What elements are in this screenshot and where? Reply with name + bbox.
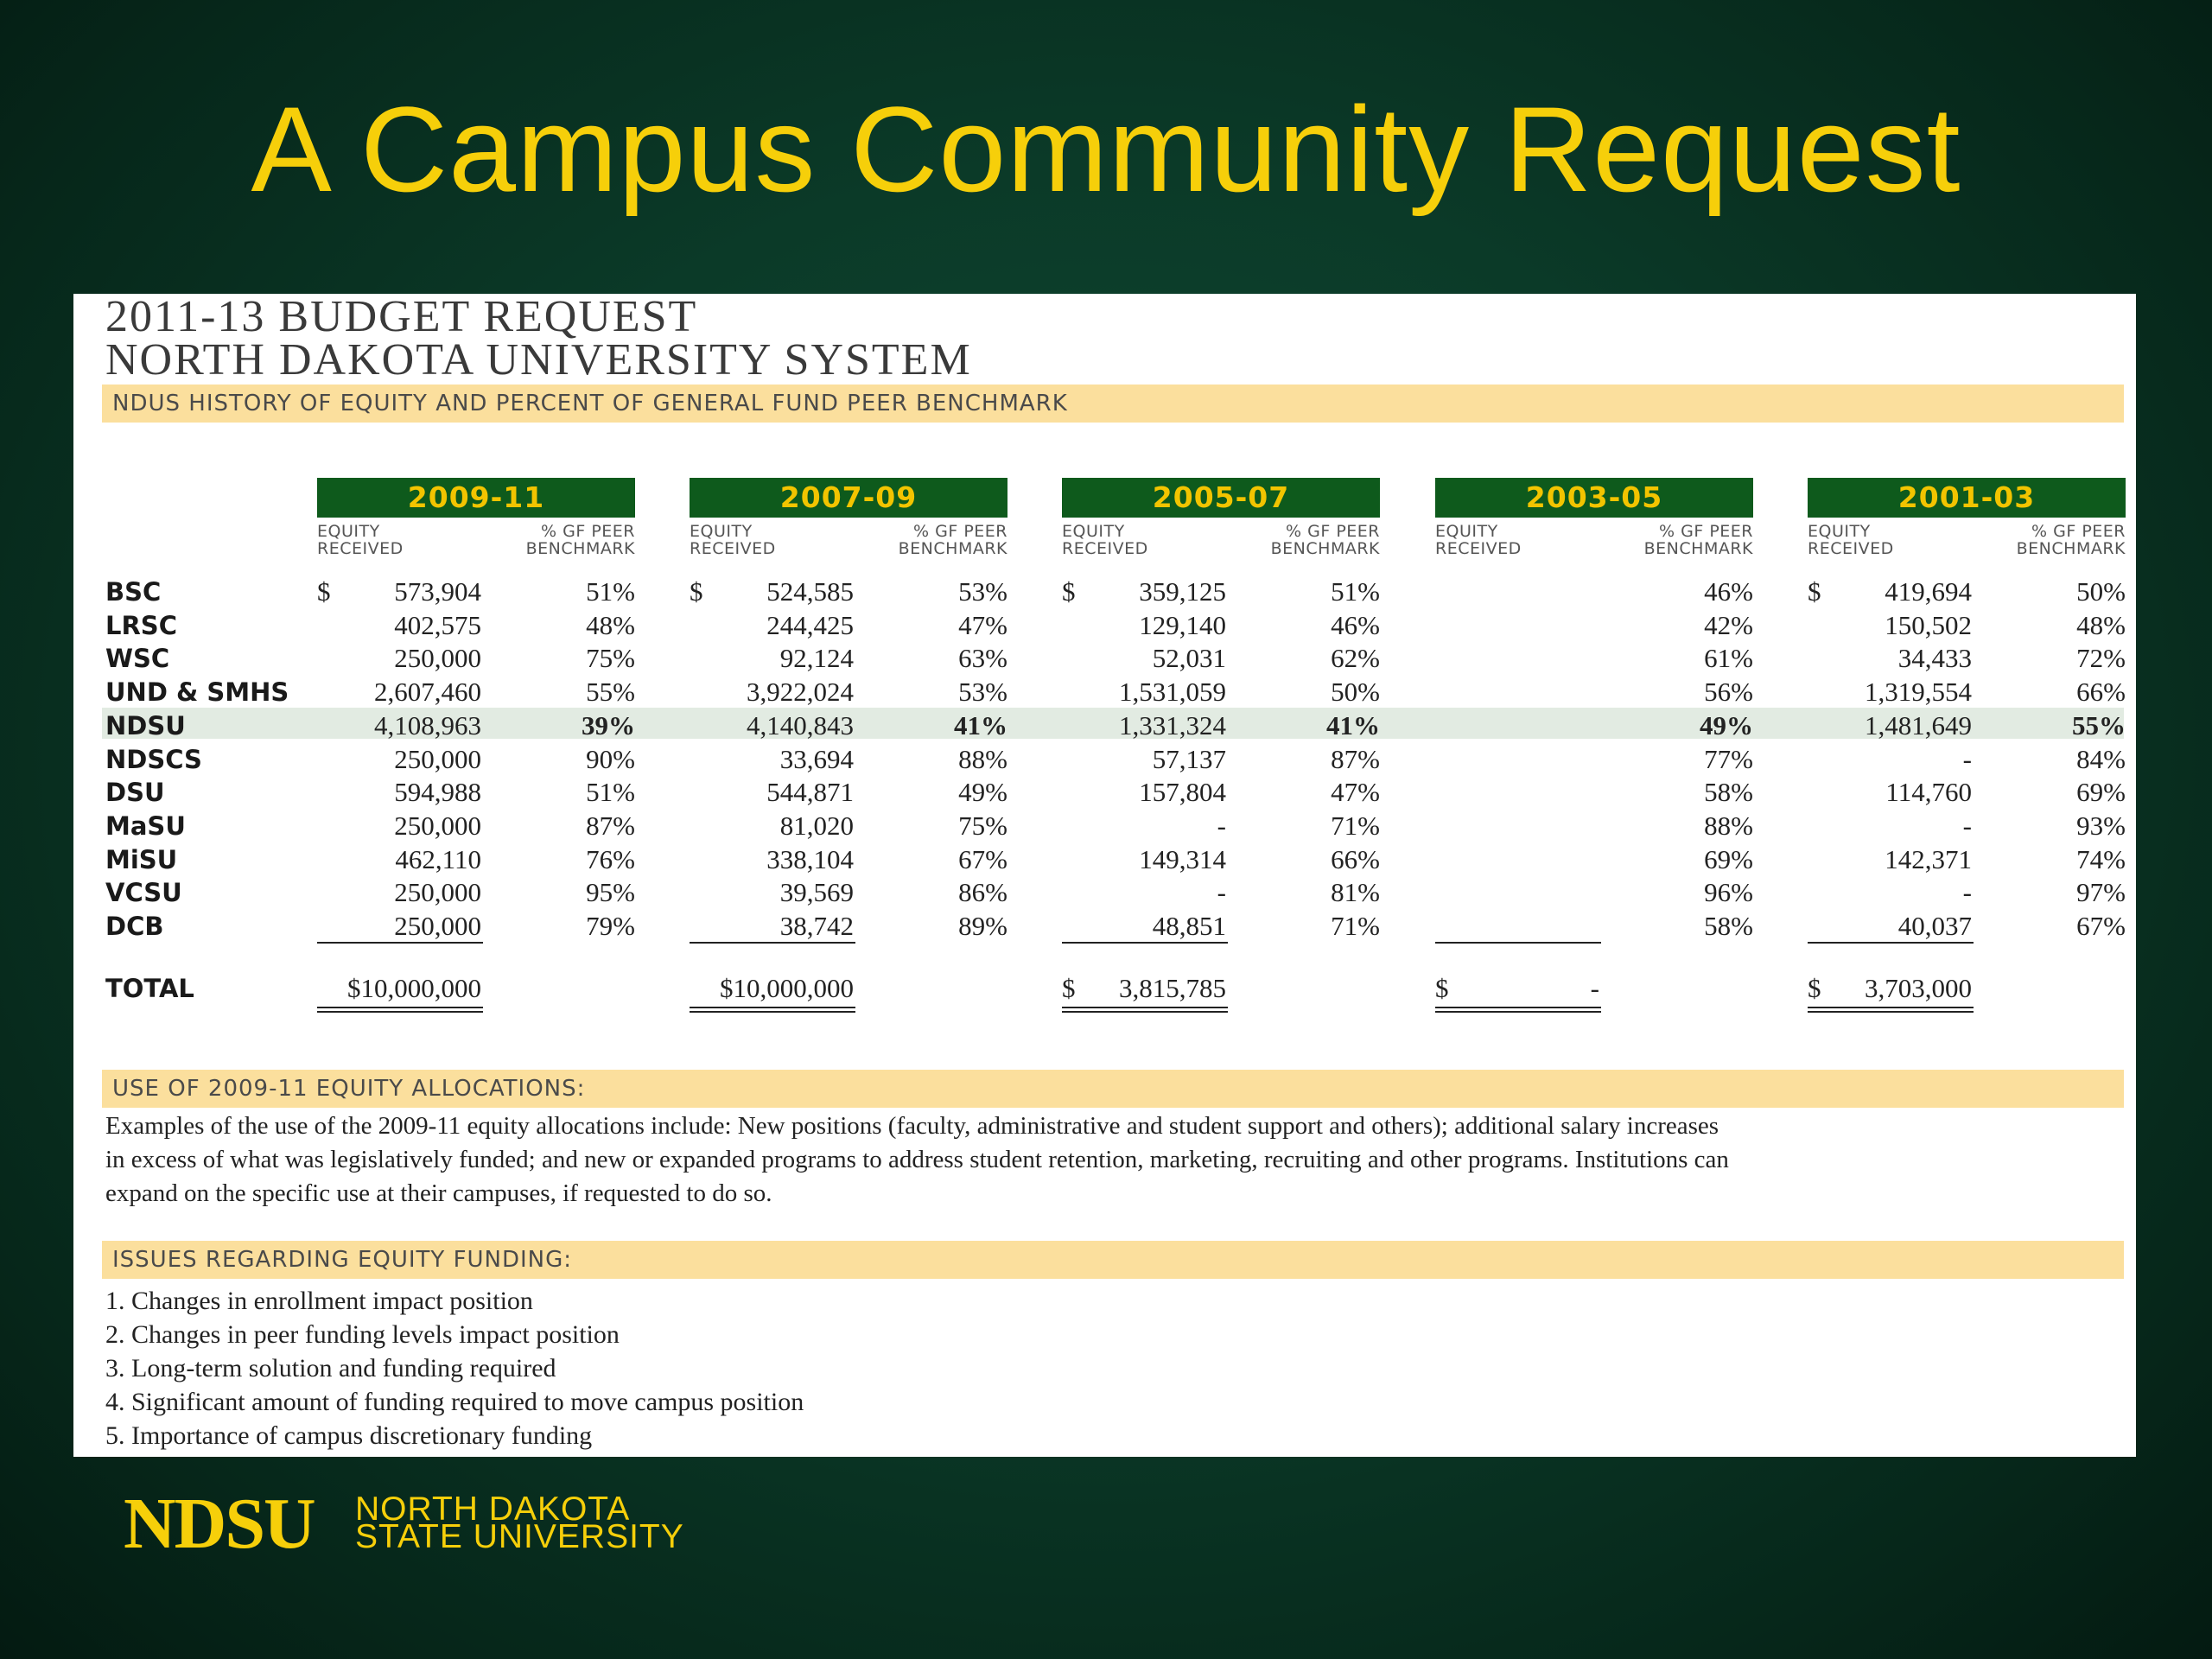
benchmark-percent: 53%	[958, 677, 1007, 708]
issue-item: 4. Significant amount of funding required to move campus position	[105, 1388, 804, 1416]
equity-value: 142,371	[1885, 843, 1972, 874]
issues-list	[105, 1284, 804, 1452]
section-title-band: NDUS HISTORY OF EQUITY AND PERCENT OF GENERAL FUND PEER BENCHMARK	[102, 385, 2124, 423]
equity-value: 250,000	[394, 810, 481, 841]
benchmark-percent: 55%	[2072, 709, 2126, 741]
col-header-line: RECEIVED	[1435, 539, 1522, 558]
equity-value: 38,742	[779, 911, 854, 941]
gf-peer-benchmark-header	[462, 523, 635, 557]
subtotal-rule	[317, 942, 483, 944]
equity-value: 57,137	[1152, 743, 1226, 774]
subtotal-rule	[1435, 942, 1601, 944]
benchmark-percent: 95%	[586, 877, 635, 908]
benchmark-percent: 66%	[2076, 677, 2126, 708]
equity-value: 81,020	[779, 810, 854, 841]
institution-label: WSC	[105, 644, 170, 674]
currency-symbol: $	[1062, 973, 1076, 1003]
benchmark-percent: 86%	[958, 877, 1007, 908]
use-paragraph-line-2: in excess of what was legislatively funded; and new or expanded programs to address student retention, marketing, recruiting and other programs. Institutions can	[105, 1146, 1729, 1173]
benchmark-percent: 81%	[1331, 877, 1380, 908]
benchmark-percent: 50%	[1331, 677, 1380, 708]
equity-value: 250,000	[394, 643, 481, 674]
currency-symbol: $	[1808, 973, 1821, 1003]
benchmark-percent: 69%	[2076, 777, 2126, 808]
col-header-line: BENCHMARK	[1643, 539, 1753, 558]
total-double-rule	[1808, 1007, 1974, 1008]
benchmark-percent: 74%	[2076, 843, 2126, 874]
equity-value: 34,433	[1897, 643, 1972, 674]
equity-value: 244,425	[766, 609, 854, 640]
subtotal-rule	[1062, 942, 1228, 944]
period-header: 2001-03	[1808, 478, 2126, 518]
benchmark-percent: 69%	[1704, 843, 1753, 874]
currency-symbol: $	[690, 576, 703, 607]
col-header-line: % GF PEER	[541, 522, 635, 541]
institution-label: BSC	[105, 577, 162, 607]
equity-value: 462,110	[395, 843, 481, 874]
total-double-rule	[1062, 1007, 1228, 1008]
equity-value: 544,871	[766, 777, 854, 808]
benchmark-percent: 55%	[586, 677, 635, 708]
equity-value: -	[1962, 877, 1972, 908]
use-paragraph-line-1: Examples of the use of the 2009-11 equity allocations include: New positions (faculty, administrative and student support and others); additional salary increases	[105, 1112, 1719, 1140]
benchmark-percent: 41%	[1326, 709, 1380, 741]
benchmark-percent: 71%	[1331, 810, 1380, 841]
col-header-line: EQUITY	[690, 522, 753, 541]
benchmark-percent: 67%	[958, 843, 1007, 874]
benchmark-percent: 58%	[1704, 777, 1753, 808]
total-double-rule	[690, 1011, 855, 1013]
issue-item: 2. Changes in peer funding levels impact position	[105, 1320, 620, 1349]
equity-value: 250,000	[394, 877, 481, 908]
equity-value: 4,108,963	[374, 709, 481, 741]
equity-received-header	[690, 523, 776, 557]
benchmark-percent: 50%	[2076, 576, 2126, 607]
use-paragraph-line-3: expand on the specific use at their campuses, if requested to do so.	[105, 1179, 772, 1207]
use-section-band: USE OF 2009-11 EQUITY ALLOCATIONS:	[102, 1070, 2124, 1108]
benchmark-percent: 67%	[2076, 911, 2126, 941]
equity-value: 524,585	[766, 576, 854, 607]
col-header-line: RECEIVED	[1808, 539, 1894, 558]
benchmark-percent: 47%	[958, 609, 1007, 640]
col-header-line: BENCHMARK	[898, 539, 1007, 558]
col-header-line: RECEIVED	[690, 539, 776, 558]
benchmark-percent: 49%	[958, 777, 1007, 808]
gf-peer-benchmark-header	[1953, 523, 2126, 557]
col-header-line: BENCHMARK	[525, 539, 635, 558]
total-double-rule	[317, 1007, 483, 1008]
total-value: 3,815,785	[1119, 973, 1226, 1003]
institution-label: DCB	[105, 912, 164, 941]
col-header-line: EQUITY	[317, 522, 380, 541]
benchmark-percent: 56%	[1704, 677, 1753, 708]
equity-value: 149,314	[1139, 843, 1226, 874]
equity-received-header	[1808, 523, 1894, 557]
benchmark-percent: 53%	[958, 576, 1007, 607]
benchmark-percent: 39%	[582, 709, 635, 741]
total-double-rule	[1808, 1011, 1974, 1013]
issues-section-band: ISSUES REGARDING EQUITY FUNDING:	[102, 1241, 2124, 1279]
benchmark-percent: 76%	[586, 843, 635, 874]
col-header-line: EQUITY	[1808, 522, 1871, 541]
subtotal-rule	[1808, 942, 1974, 944]
benchmark-percent: 90%	[586, 743, 635, 774]
subtotal-rule	[690, 942, 855, 944]
benchmark-percent: 58%	[1704, 911, 1753, 941]
benchmark-percent: 42%	[1704, 609, 1753, 640]
equity-value: -	[1217, 877, 1226, 908]
equity-value: 1,319,554	[1865, 677, 1972, 708]
currency-symbol: $	[1808, 576, 1821, 607]
benchmark-percent: 46%	[1704, 576, 1753, 607]
benchmark-percent: 96%	[1704, 877, 1753, 908]
total-value: 3,703,000	[1865, 973, 1972, 1003]
institution-label: NDSCS	[105, 744, 202, 774]
period-header: 2009-11	[317, 478, 635, 518]
total-label: TOTAL	[105, 974, 194, 1003]
benchmark-percent: 97%	[2076, 877, 2126, 908]
benchmark-percent: 46%	[1331, 609, 1380, 640]
equity-value: 150,502	[1885, 609, 1972, 640]
equity-value: 4,140,843	[747, 709, 854, 741]
institution-label: MiSU	[105, 844, 178, 874]
total-double-rule	[1435, 1007, 1601, 1008]
equity-value: 1,331,324	[1119, 709, 1226, 741]
equity-value: -	[1962, 810, 1972, 841]
benchmark-percent: 79%	[586, 911, 635, 941]
total-value: $10,000,000	[720, 973, 854, 1003]
budget-document	[73, 294, 2136, 1457]
benchmark-percent: 41%	[954, 709, 1007, 741]
col-header-line: EQUITY	[1435, 522, 1498, 541]
issue-item: 1. Changes in enrollment impact position	[105, 1287, 533, 1315]
benchmark-percent: 87%	[1331, 743, 1380, 774]
benchmark-percent: 48%	[586, 609, 635, 640]
gf-peer-benchmark-header	[1207, 523, 1380, 557]
equity-value: 157,804	[1139, 777, 1226, 808]
col-header-line: % GF PEER	[1286, 522, 1380, 541]
institution-label: MaSU	[105, 810, 186, 841]
currency-symbol: $	[1062, 576, 1076, 607]
total-double-rule	[690, 1007, 855, 1008]
equity-received-header	[317, 523, 404, 557]
benchmark-percent: 87%	[586, 810, 635, 841]
equity-received-header	[1062, 523, 1148, 557]
benchmark-percent: 84%	[2076, 743, 2126, 774]
equity-value: 3,922,024	[747, 677, 854, 708]
benchmark-percent: 88%	[958, 743, 1007, 774]
institution-label: DSU	[105, 778, 165, 808]
document-subheading: NORTH DAKOTA UNIVERSITY SYSTEM	[105, 335, 972, 385]
equity-value: 92,124	[779, 643, 854, 674]
currency-symbol: $	[1435, 973, 1449, 1003]
equity-value: 573,904	[394, 576, 481, 607]
col-header-line: EQUITY	[1062, 522, 1125, 541]
gf-peer-benchmark-header	[835, 523, 1007, 557]
equity-value: 250,000	[394, 911, 481, 941]
col-header-line: % GF PEER	[2031, 522, 2126, 541]
benchmark-percent: 49%	[1700, 709, 1753, 741]
period-header: 2003-05	[1435, 478, 1753, 518]
period-header: 2007-09	[690, 478, 1007, 518]
benchmark-percent: 75%	[958, 810, 1007, 841]
total-value: $10,000,000	[347, 973, 481, 1003]
total-double-rule	[1435, 1011, 1601, 1013]
benchmark-percent: 71%	[1331, 911, 1380, 941]
benchmark-percent: 75%	[586, 643, 635, 674]
benchmark-percent: 51%	[586, 576, 635, 607]
equity-value: 114,760	[1885, 777, 1972, 808]
equity-value: 1,481,649	[1865, 709, 1972, 741]
document-heading: 2011-13 BUDGET REQUEST	[105, 294, 698, 341]
issue-item: 3. Long-term solution and funding required	[105, 1354, 556, 1382]
equity-value: 52,031	[1152, 643, 1226, 674]
logo-line-2: STATE UNIVERSITY	[355, 1518, 684, 1555]
equity-value: 419,694	[1885, 576, 1972, 607]
equity-value: 2,607,460	[374, 677, 481, 708]
equity-value: 359,125	[1139, 576, 1226, 607]
col-header-line: % GF PEER	[913, 522, 1007, 541]
col-header-line: RECEIVED	[1062, 539, 1148, 558]
equity-received-header	[1435, 523, 1522, 557]
benchmark-percent: 93%	[2076, 810, 2126, 841]
institution-label: VCSU	[105, 878, 182, 908]
equity-value: 402,575	[394, 609, 481, 640]
logo-line-1: NORTH DAKOTA	[355, 1491, 631, 1528]
equity-value: 250,000	[394, 743, 481, 774]
benchmark-percent: 51%	[586, 777, 635, 808]
total-value: -	[1590, 973, 1599, 1003]
equity-value: 39,569	[779, 877, 854, 908]
total-double-rule	[317, 1011, 483, 1013]
issue-item: 5. Importance of campus discretionary funding	[105, 1421, 593, 1450]
benchmark-percent: 63%	[958, 643, 1007, 674]
benchmark-percent: 48%	[2076, 609, 2126, 640]
equity-value: 33,694	[779, 743, 854, 774]
benchmark-percent: 51%	[1331, 576, 1380, 607]
equity-value: 1,531,059	[1119, 677, 1226, 708]
equity-value: 40,037	[1897, 911, 1972, 941]
col-header-line: RECEIVED	[317, 539, 404, 558]
col-header-line: BENCHMARK	[2016, 539, 2126, 558]
logo-mark: NDSU	[124, 1484, 315, 1564]
institution-label: UND & SMHS	[105, 677, 289, 708]
institution-label: NDSU	[105, 710, 186, 741]
equity-value: -	[1217, 810, 1226, 841]
benchmark-percent: 47%	[1331, 777, 1380, 808]
equity-value: 594,988	[394, 777, 481, 808]
benchmark-percent: 62%	[1331, 643, 1380, 674]
slide-title: A Campus Community Request	[251, 81, 1961, 217]
equity-value: 129,140	[1139, 609, 1226, 640]
equity-value: 338,104	[766, 843, 854, 874]
currency-symbol: $	[317, 576, 331, 607]
gf-peer-benchmark-header	[1580, 523, 1753, 557]
equity-value: -	[1962, 743, 1972, 774]
benchmark-percent: 88%	[1704, 810, 1753, 841]
benchmark-percent: 89%	[958, 911, 1007, 941]
institution-label: LRSC	[105, 610, 177, 640]
benchmark-percent: 61%	[1704, 643, 1753, 674]
period-header: 2005-07	[1062, 478, 1380, 518]
equity-value: 48,851	[1152, 911, 1226, 941]
benchmark-percent: 72%	[2076, 643, 2126, 674]
col-header-line: % GF PEER	[1659, 522, 1753, 541]
benchmark-percent: 66%	[1331, 843, 1380, 874]
benchmark-percent: 77%	[1704, 743, 1753, 774]
total-double-rule	[1062, 1011, 1228, 1013]
col-header-line: BENCHMARK	[1270, 539, 1380, 558]
